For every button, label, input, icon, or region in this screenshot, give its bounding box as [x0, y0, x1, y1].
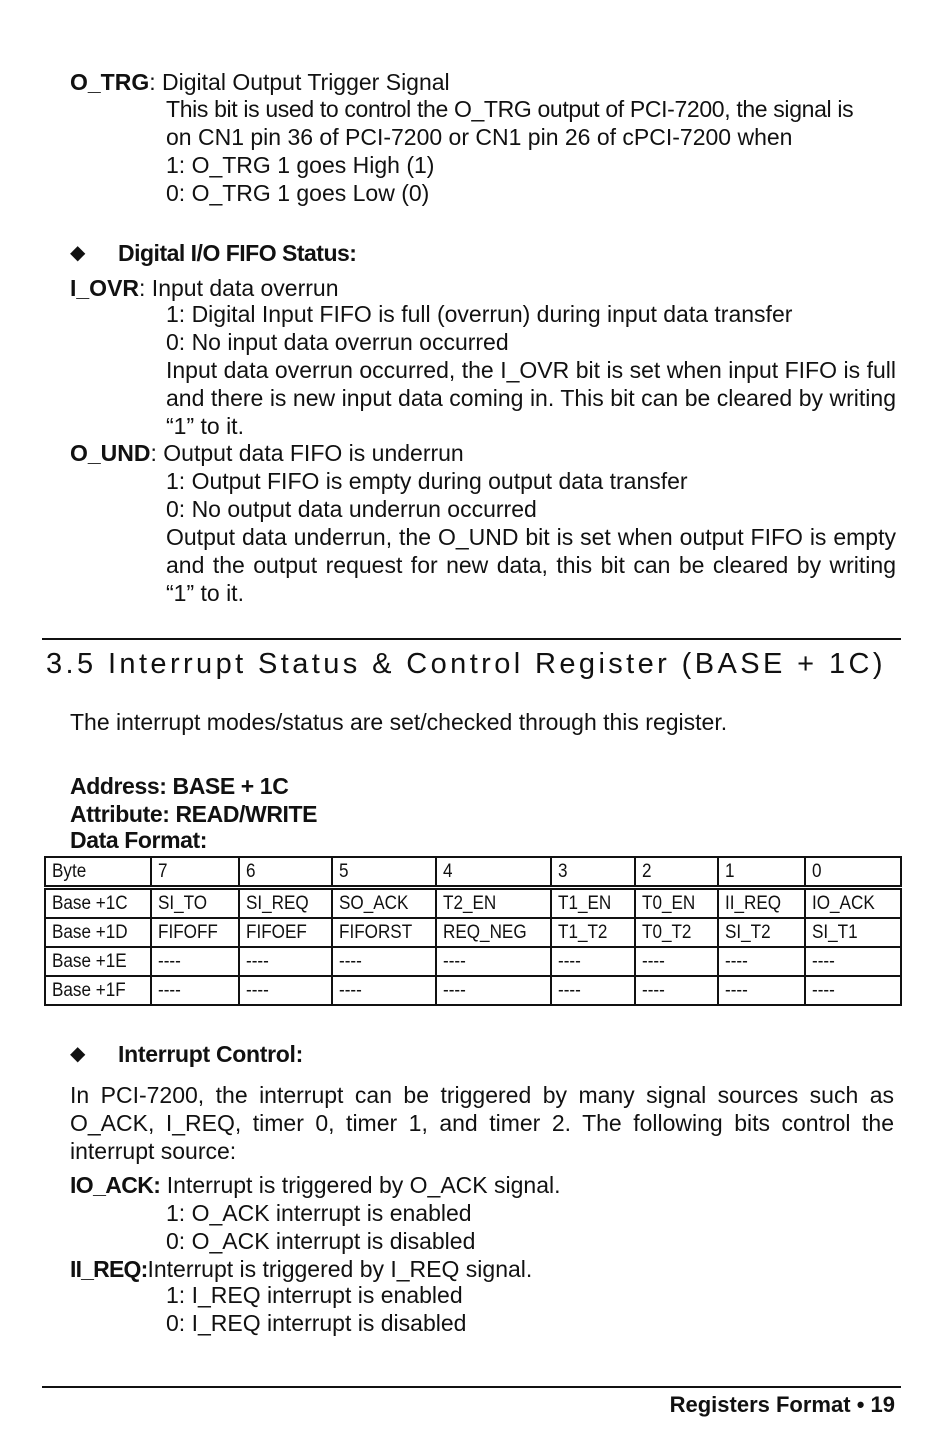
attribute-line: Attribute: READ/WRITE: [70, 801, 318, 827]
table-cell: T2_EN: [436, 888, 551, 919]
otrg-label: O_TRG: [70, 69, 150, 95]
fifo-status-heading: Digital I/O FIFO Status:: [118, 240, 357, 266]
table-cell: Base +1C: [45, 888, 151, 919]
otrg-option-high: 1: O_TRG 1 goes High (1): [166, 152, 435, 178]
table-header-row: [45, 857, 901, 888]
ioack-label: IO_ACK:: [70, 1172, 161, 1198]
table-row: [45, 947, 901, 976]
iovr-title-line: [70, 274, 339, 302]
ioack-option-1: 1: O_ACK interrupt is enabled: [166, 1200, 472, 1226]
address-line: Address: BASE + 1C: [70, 773, 289, 799]
table-cell: T1_T2: [551, 918, 635, 947]
table-cell: ----: [718, 976, 805, 1005]
ound-title: : Output data FIFO is underrun: [150, 440, 464, 466]
iireq-title: Interrupt is triggered by I_REQ signal.: [147, 1256, 533, 1282]
table-cell: ----: [436, 947, 551, 976]
iireq-option-0: 0: I_REQ interrupt is disabled: [166, 1310, 467, 1336]
table-header-cell: 7: [151, 857, 239, 888]
table-cell: ----: [805, 976, 901, 1005]
iovr-label: I_OVR: [70, 275, 140, 301]
table-cell: ----: [551, 947, 635, 976]
ound-label: O_UND: [70, 440, 151, 466]
ioack-title-line: [70, 1171, 561, 1199]
table-cell: ----: [332, 947, 436, 976]
table-cell: SI_T1: [805, 918, 901, 947]
table-cell: T1_EN: [551, 888, 635, 919]
table-cell: FIFOFF: [151, 918, 239, 947]
table-cell: SI_REQ: [239, 888, 332, 919]
table-cell: ----: [805, 947, 901, 976]
table-cell: ----: [151, 947, 239, 976]
register-table: [44, 856, 902, 1006]
table-cell: II_REQ: [718, 888, 805, 919]
interrupt-control-description: In PCI-7200, the interrupt can be triggered by many signal sources such as O_ACK, I_REQ, timer 0, timer 1, and timer 2. The following bits control the interrupt source:: [70, 1082, 894, 1164]
table-header-cell: 3: [551, 857, 635, 888]
table-cell: Base +1E: [45, 947, 151, 976]
otrg-title-line: [70, 68, 450, 96]
table-cell: T0_EN: [635, 888, 718, 919]
table-cell: IO_ACK: [805, 888, 901, 919]
page-number: 19: [870, 1392, 895, 1417]
table-cell: ----: [635, 976, 718, 1005]
ound-description: Output data underrun, the O_UND bit is set when output FIFO is empty and the output request for new data, this bit can be cleared by writing “1” to it.: [166, 524, 896, 606]
iireq-option-1: 1: I_REQ interrupt is enabled: [166, 1282, 463, 1308]
bullet-diamond-icon: ◆: [70, 1043, 86, 1065]
table-cell: FIFOEF: [239, 918, 332, 947]
otrg-desc-line1: This bit is used to control the O_TRG output of PCI-7200, the signal is: [166, 96, 854, 122]
table-cell: SI_T2: [718, 918, 805, 947]
section-intro: The interrupt modes/status are set/checked through this register.: [70, 709, 728, 735]
ound-title-line: [70, 439, 464, 467]
section-top-rule: [42, 638, 901, 640]
footer-separator: •: [856, 1392, 865, 1417]
otrg-title: : Digital Output Trigger Signal: [149, 69, 450, 95]
table-header-cell: 6: [239, 857, 332, 888]
table-cell: ----: [332, 976, 436, 1005]
table-header-cell: 5: [332, 857, 436, 888]
table-cell: ----: [635, 947, 718, 976]
otrg-desc-line2: on CN1 pin 36 of PCI-7200 or CN1 pin 26 of cPCI-7200 when: [166, 124, 793, 150]
table-cell: Base +1F: [45, 976, 151, 1005]
interrupt-control-heading: Interrupt Control:: [118, 1041, 303, 1067]
table-header-cell: 4: [436, 857, 551, 888]
table-header-cell: 2: [635, 857, 718, 888]
ound-option-1: 1: Output FIFO is empty during output data transfer: [166, 468, 688, 494]
table-cell: ----: [239, 947, 332, 976]
iovr-option-1: 1: Digital Input FIFO is full (overrun) during input data transfer: [166, 301, 793, 327]
table-header-cell: 0: [805, 857, 901, 888]
bullet-diamond-icon: ◆: [70, 242, 86, 264]
data-format-line: Data Format:: [70, 827, 208, 853]
footer-rule: [42, 1386, 901, 1388]
table-row: [45, 918, 901, 947]
ioack-option-0: 0: O_ACK interrupt is disabled: [166, 1228, 476, 1254]
table-cell: ----: [151, 976, 239, 1005]
iireq-title-line: [70, 1255, 532, 1283]
table-cell: SO_ACK: [332, 888, 436, 919]
ioack-title: Interrupt is triggered by O_ACK signal.: [160, 1172, 561, 1198]
table-cell: ----: [551, 976, 635, 1005]
iovr-option-0: 0: No input data overrun occurred: [166, 329, 509, 355]
iireq-label: II_REQ:: [70, 1256, 148, 1282]
iovr-title: : Input data overrun: [139, 275, 339, 301]
ound-option-0: 0: No output data underrun occurred: [166, 496, 537, 522]
table-cell: SI_TO: [151, 888, 239, 919]
table-cell: REQ_NEG: [436, 918, 551, 947]
table-cell: ----: [436, 976, 551, 1005]
table-row: [45, 976, 901, 1005]
table-cell: Base +1D: [45, 918, 151, 947]
page-footer: [670, 1392, 895, 1418]
table-header-cell: Byte: [45, 857, 151, 888]
table-cell: FIFORST: [332, 918, 436, 947]
otrg-option-low: 0: O_TRG 1 goes Low (0): [166, 180, 430, 206]
table-header-cell: 1: [718, 857, 805, 888]
table-cell: ----: [239, 976, 332, 1005]
footer-label: Registers Format: [669, 1392, 851, 1417]
table-cell: ----: [718, 947, 805, 976]
iovr-description: Input data overrun occurred, the I_OVR bit is set when input FIFO is full and there is new input data coming in. This bit can be cleared by writing “1” to it.: [166, 357, 896, 439]
table-row: [45, 888, 901, 919]
section-heading: 3.5 Interrupt Status & Control Register (BASE + 1C): [46, 648, 886, 680]
table-cell: T0_T2: [635, 918, 718, 947]
